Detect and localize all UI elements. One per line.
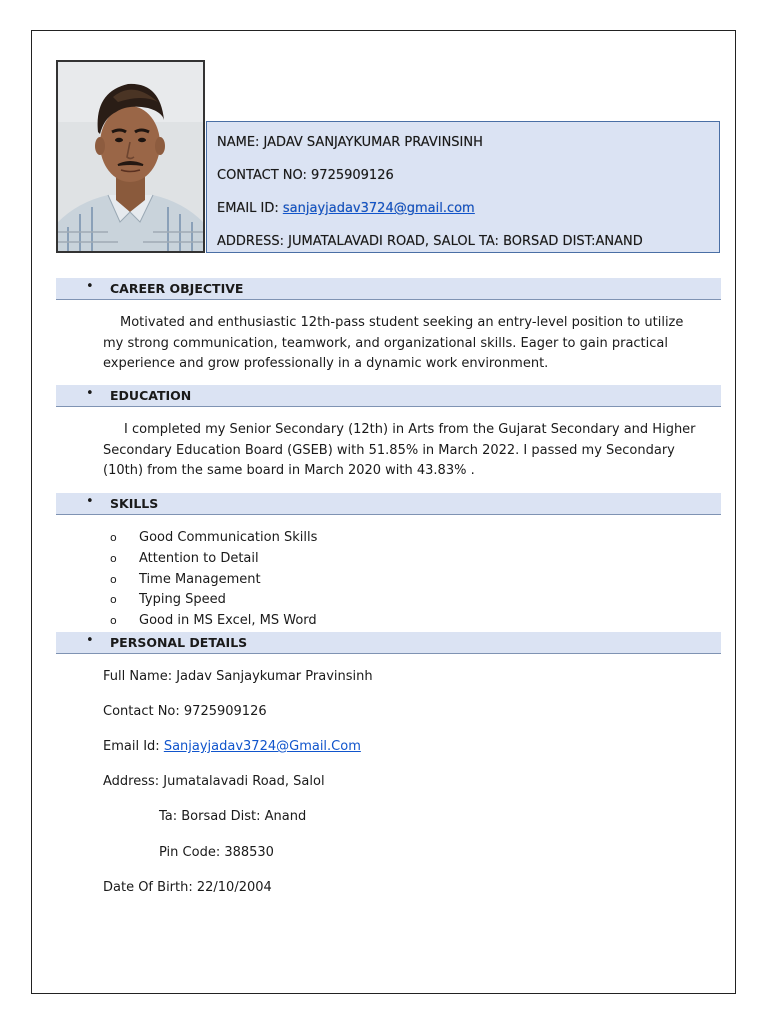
header-address: ADDRESS: JUMATALAVADI ROAD, SALOL TA: BORSAD DIST:ANAND bbox=[217, 234, 643, 249]
circle-bullet-icon: o bbox=[110, 593, 117, 606]
personal-pin-code: Pin Code: 388530 bbox=[159, 845, 274, 860]
circle-bullet-icon: o bbox=[110, 614, 117, 627]
section-personal-details bbox=[56, 632, 721, 654]
career-objective-text bbox=[103, 313, 703, 375]
header-email-label: EMAIL ID: bbox=[217, 201, 283, 216]
header-name: NAME: JADAV SANJAYKUMAR PRAVINSINH bbox=[217, 135, 483, 150]
skill-item bbox=[110, 549, 259, 569]
header-email bbox=[217, 192, 709, 225]
header-info-box bbox=[206, 121, 720, 253]
skill-label: Typing Speed bbox=[139, 592, 226, 607]
bullet-icon: • bbox=[86, 633, 94, 648]
header-email-link[interactable]: sanjayjadav3724@gmail.com bbox=[282, 201, 475, 216]
section-skills bbox=[56, 493, 721, 515]
personal-address: Address: Jumatalavadi Road, Salol bbox=[103, 774, 325, 789]
skill-label: Time Management bbox=[139, 572, 261, 587]
section-title: CAREER OBJECTIVE bbox=[110, 281, 244, 296]
personal-date-of-birth: Date Of Birth: 22/10/2004 bbox=[103, 880, 272, 895]
section-education bbox=[56, 385, 721, 407]
section-career-objective bbox=[56, 278, 721, 300]
header-contact: CONTACT NO: 9725909126 bbox=[217, 168, 394, 183]
personal-full-name: Full Name: Jadav Sanjaykumar Pravinsinh bbox=[103, 669, 373, 684]
circle-bullet-icon: o bbox=[110, 573, 117, 586]
profile-photo bbox=[56, 60, 205, 253]
education-body: I completed my Senior Secondary (12th) in Arts from the Gujarat Secondary and Higher Secondary Education Board (GSEB) with 51.85% in March 2022. I passed my Secondary (10th) from the same board in March 2020 with 43.83% . bbox=[103, 422, 696, 478]
skill-item bbox=[110, 611, 317, 631]
personal-address-taluka: Ta: Borsad Dist: Anand bbox=[159, 809, 307, 824]
circle-bullet-icon: o bbox=[110, 531, 117, 544]
section-title: EDUCATION bbox=[110, 388, 192, 403]
section-title: PERSONAL DETAILS bbox=[110, 635, 248, 650]
profile-photo-illustration bbox=[58, 62, 203, 251]
section-title: SKILLS bbox=[110, 496, 159, 511]
bullet-icon: • bbox=[86, 386, 94, 401]
skill-label: Attention to Detail bbox=[139, 551, 259, 566]
career-objective-body: Motivated and enthusiastic 12th-pass student seeking an entry-level position to utilize my strong communication, teamwork, and organizational skills. Eager to gain practical experience and grow professionally in a dynamic work environment. bbox=[103, 315, 684, 371]
personal-email-label: Email Id: bbox=[103, 739, 164, 754]
skill-item bbox=[110, 528, 317, 548]
bullet-icon: • bbox=[86, 279, 94, 294]
skill-item bbox=[110, 570, 261, 590]
personal-email-link[interactable]: Sanjayjadav3724@Gmail.Com bbox=[163, 739, 361, 754]
bullet-icon: • bbox=[86, 494, 94, 509]
education-text bbox=[103, 420, 703, 482]
personal-email bbox=[103, 738, 361, 756]
skill-item bbox=[110, 590, 226, 610]
skill-label: Good in MS Excel, MS Word bbox=[139, 613, 317, 628]
skill-label: Good Communication Skills bbox=[139, 530, 318, 545]
personal-contact: Contact No: 9725909126 bbox=[103, 704, 267, 719]
circle-bullet-icon: o bbox=[110, 552, 117, 565]
